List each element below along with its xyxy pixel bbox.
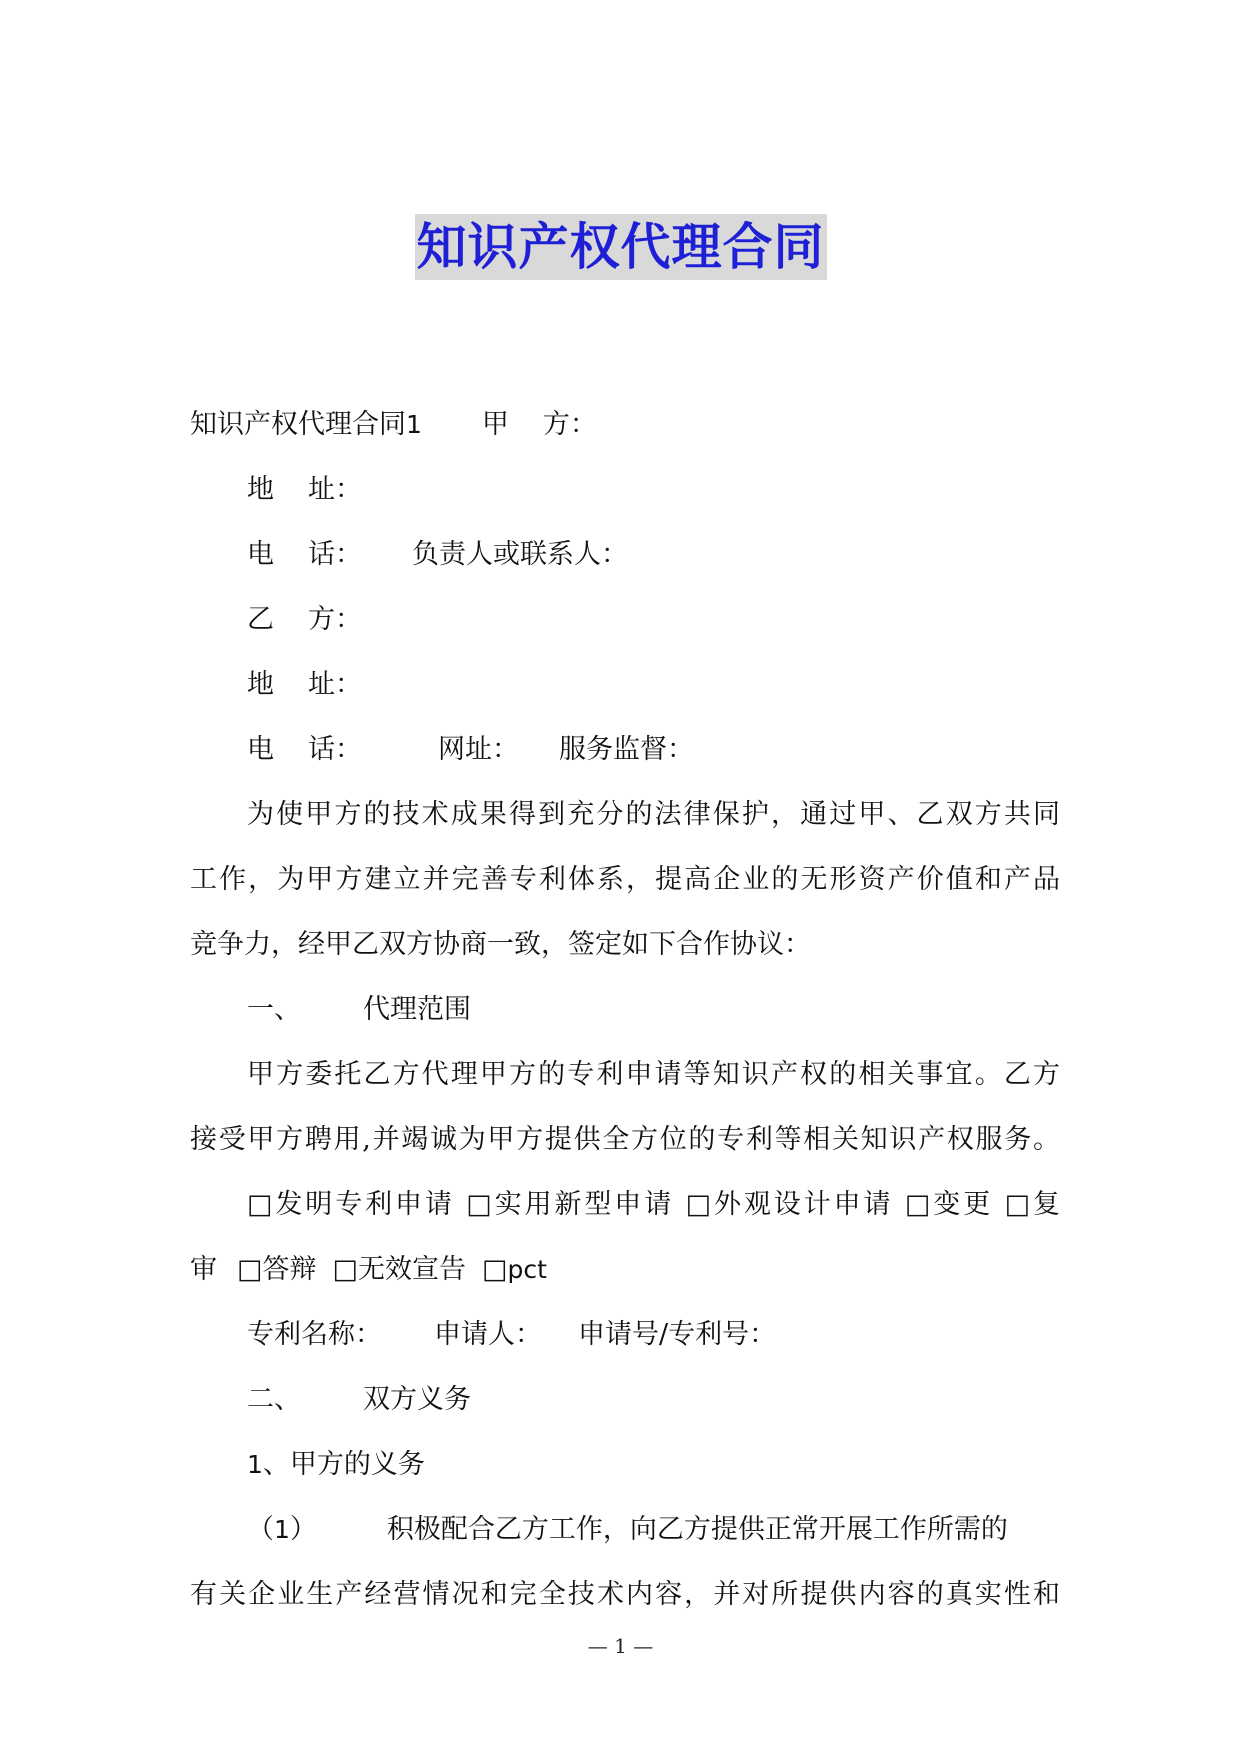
paragraph-1-line-1: 为使甲方的技术成果得到充分的法律保护，通过甲、乙双方共同 [247,799,1060,830]
checkbox-options-line-1 [190,1172,1060,1237]
application-number-label: 申请号/专利号： [578,1319,777,1350]
item-1-number: 1 [274,1515,290,1544]
party-a-line [190,392,1060,457]
paragraph-2-line-2: 接受甲方聘用,并竭诚为甲方提供全方位的专利等相关知识产权服务。 [190,1124,1060,1155]
subsection-1-heading [190,1432,1060,1497]
checkbox-change[interactable]: □变更 [904,1189,994,1220]
phone-label-2a: 电 [247,734,274,765]
item-1-line-1 [190,1497,1060,1562]
section-2-title: 双方义务 [363,1384,471,1415]
reexamination-continued: 审 [190,1254,217,1285]
item-1-close-paren: ） [289,1514,317,1545]
phone-label-1a: 电 [247,539,274,570]
checkbox-reexamination[interactable]: □复 [1004,1189,1061,1220]
checkbox-options-line-2 [190,1237,1060,1302]
patent-info-line [190,1302,1060,1367]
patent-name-label: 专利名称： [247,1319,382,1350]
address-label-2a: 地 [247,669,274,700]
section-1-number: 一、 [247,994,301,1025]
paragraph-2-line-1: 甲方委托乙方代理甲方的专利申请等知识产权的相关事宜。乙方 [247,1059,1060,1090]
website-label: 网址： [438,734,519,765]
party-b-label-2: 方： [308,604,362,635]
subsection-1-title: 、甲方的义务 [262,1449,425,1480]
address-label-1a: 地 [247,474,274,505]
party-a-label-2: 方： [542,409,597,440]
party-b-address-line [190,652,1060,717]
section-2-heading [190,1367,1060,1432]
contract-heading-text: 知识产权代理合同 [190,409,406,440]
section-2-number: 二、 [247,1384,301,1415]
contact-person-label: 负责人或联系人： [412,539,628,570]
checkbox-utility-model[interactable]: □实用新型申请 [466,1189,675,1220]
party-b-line [190,587,1060,652]
document-title: 知识产权代理合同 [415,214,827,280]
checkbox-pct[interactable] [482,1254,547,1285]
address-label-2b: 址： [308,669,362,700]
document-body [190,392,1060,1627]
party-a-address-line [190,457,1060,522]
party-b-phone-line [190,717,1060,782]
title-container [0,214,1241,280]
item-1-line-2: 有关企业生产经营情况和完全技术内容，并对所提供内容的真实性和 [190,1579,1060,1610]
party-a-phone-line [190,522,1060,587]
item-1-text: 积极配合乙方工作，向乙方提供正常开展工作所需的 [386,1514,1008,1545]
subsection-1-number: 1 [247,1450,263,1479]
checkbox-defense[interactable]: □答辩 [237,1254,317,1285]
page-number-footer: — 1 — [587,1634,654,1658]
paragraph-1-line-2: 工作，为甲方建立并完善专利体系，提高企业的无形资产价值和产品 [190,864,1060,895]
item-1-open-paren: （ [247,1514,274,1545]
section-1-title: 代理范围 [363,994,471,1025]
address-label-1b: 址： [308,474,362,505]
checkbox-pct-box: □ [482,1254,508,1285]
party-a-label-1: 甲 [481,409,509,440]
phone-label-1b: 话： [308,539,362,570]
party-b-label-1: 乙 [247,604,274,635]
service-supervision-label: 服务监督： [559,734,694,765]
checkbox-design-patent[interactable]: □外观设计申请 [685,1189,894,1220]
section-1-heading [190,977,1060,1042]
contract-number: 1 [406,410,422,439]
checkbox-invalidation[interactable]: □无效宣告 [332,1254,467,1285]
checkbox-pct-label: pct [507,1255,547,1284]
paragraph-1-line-3: 竞争力，经甲乙双方协商一致，签定如下合作协议： [190,929,811,960]
phone-label-2b: 话： [308,734,362,765]
applicant-label: 申请人： [434,1319,542,1350]
checkbox-invention-patent[interactable]: □发明专利申请 [247,1189,455,1220]
